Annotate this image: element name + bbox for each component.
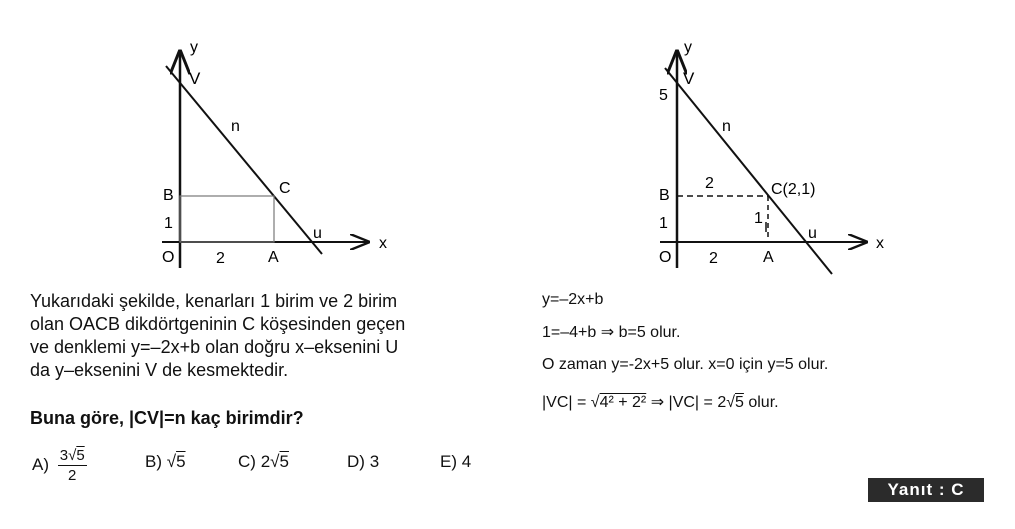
- label-b: B: [163, 187, 174, 204]
- line-n: [665, 68, 832, 274]
- label-n: n: [231, 118, 240, 135]
- answer-badge: Yanıt : C: [868, 478, 984, 502]
- label-o: O: [659, 249, 672, 266]
- label-five: 5: [659, 87, 668, 104]
- label-c: C: [279, 180, 291, 197]
- choice-d-label: D): [347, 452, 365, 471]
- label-y: y: [684, 39, 692, 56]
- label-c: C(2,1): [771, 181, 816, 198]
- choice-b-rad: 5: [176, 452, 186, 471]
- label-two-bottom: 2: [709, 250, 718, 267]
- label-b: B: [659, 187, 670, 204]
- label-u: u: [808, 225, 817, 242]
- solution-line-4-rad: 4² + 2²: [599, 394, 647, 411]
- choice-e-label: E): [440, 452, 457, 471]
- choice-a-num-coef: 3: [59, 447, 69, 464]
- label-a: A: [268, 249, 279, 266]
- label-u: u: [313, 225, 322, 242]
- question-line-4: da y–eksenini V de kesmektedir.: [30, 360, 289, 380]
- question-text: [30, 290, 500, 382]
- solution-line-4-mid: ⇒ |VC| = 2: [646, 394, 727, 411]
- question-prompt: Buna göre, |CV|=n kaç birimdir?: [30, 408, 304, 428]
- solution-line-1: y=–2x+b: [542, 291, 604, 308]
- label-y: y: [190, 39, 198, 56]
- choice-b: B) √5: [145, 452, 186, 471]
- choice-a-label: A): [32, 454, 49, 474]
- solution-line-2: 1=–4+b ⇒ b=5 olur.: [542, 324, 681, 341]
- solution-line-4-lhs: |VC| =: [542, 394, 591, 411]
- label-x: x: [876, 235, 884, 252]
- label-x: x: [379, 235, 387, 252]
- question-line-2: olan OACB dikdörtgeninin C köşesinden geçen: [30, 314, 406, 334]
- label-n: n: [722, 118, 731, 135]
- choice-a-num-rad: 5: [76, 447, 85, 464]
- label-one: 1: [164, 215, 173, 232]
- choice-c-rad: 5: [279, 452, 289, 471]
- choice-e-value: 4: [461, 452, 472, 471]
- label-two: 2: [216, 250, 225, 267]
- solution-line-4-end: olur.: [743, 394, 779, 411]
- choice-a: [32, 446, 87, 485]
- solution-line-3: O zaman y=-2x+5 olur. x=0 için y=5 olur.: [542, 356, 829, 373]
- choice-c: C) 2√5: [238, 452, 289, 471]
- label-one-right: 1: [754, 210, 763, 227]
- choice-d: [347, 452, 379, 472]
- choice-c-label: C): [238, 452, 256, 471]
- choice-a-fraction: $\frac{3√5}{2}$: [59, 447, 85, 484]
- label-a: A: [763, 249, 774, 266]
- label-v: V: [189, 69, 201, 88]
- solution-line-4: |VC| = √4² + 2² ⇒ |VC| = 2√5 olur.: [542, 394, 779, 411]
- choice-b-label: B): [145, 452, 162, 471]
- choice-e: [440, 452, 471, 472]
- choice-d-value: 3: [369, 452, 380, 471]
- label-v: V: [683, 69, 695, 88]
- choice-a-den: 2: [68, 467, 77, 484]
- label-o: O: [162, 249, 175, 266]
- solution-line-4-rad2: 5: [735, 394, 744, 411]
- choice-c-coef: 2: [260, 452, 271, 471]
- label-one-left: 1: [659, 215, 668, 232]
- question-line-1: Yukarıdaki şekilde, kenarları 1 birim ve 2 birim: [30, 291, 398, 311]
- label-two-top: 2: [705, 175, 714, 192]
- question-line-3: ve denklemi y=–2x+b olan doğru x–eksenini U: [30, 337, 399, 357]
